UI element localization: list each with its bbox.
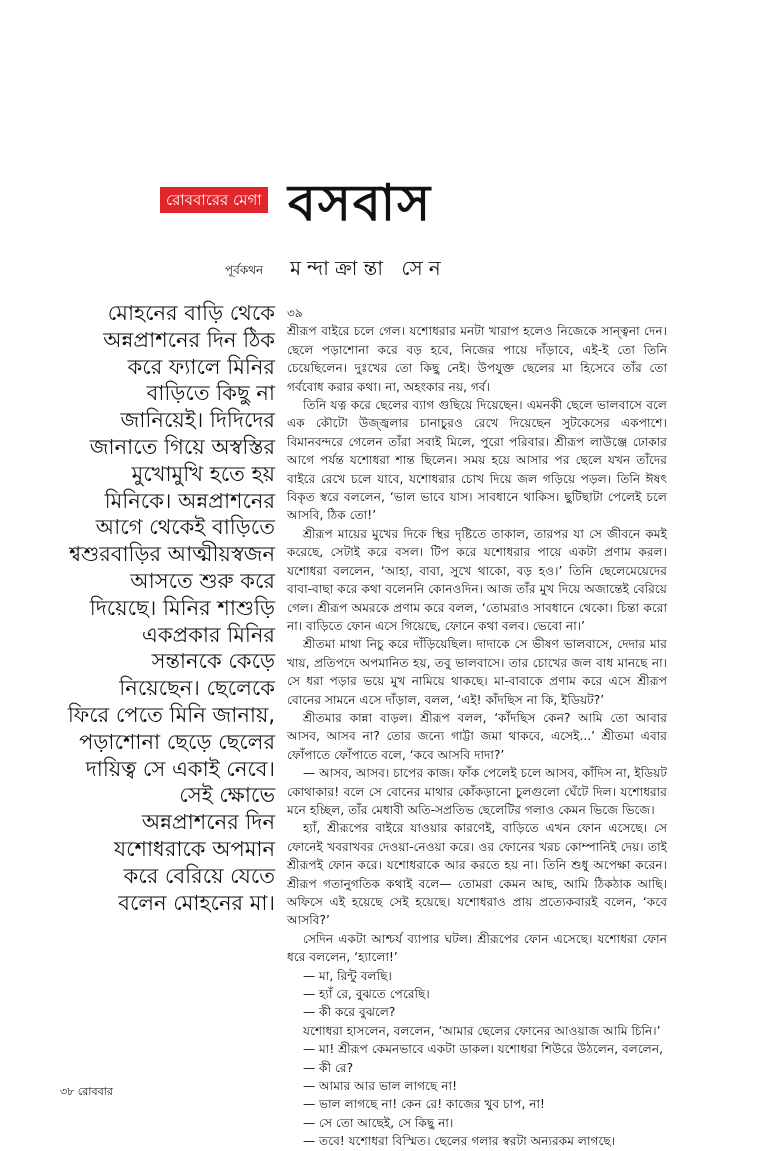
- body-paragraph: শ্রীতমা মাথা নিচু করে দাঁড়িয়েছিল। দাদাকে সে ভীষণ ভালবাসে, দেদার মার খায়, প্রতিপদে অপমানিত হয়, তবু ভালবাসে। তার চোখের জল বাধ মানছে না। সে ধরা পড়ার ভয়ে মুখ নামিয়ে থাকছে। মা-বাবাকে প্রণাম করে এসে শ্রীরূপ বোনের সামনে এসে দাঁড়াল, বলল, ‘এই! কাঁদছিস না কি, ইডিয়ট?’: [287, 637, 667, 707]
- body-paragraph: — তবে! যশোধরা বিস্মিত। ছেলের গলার স্বরটা অন্যরকম লাগছে।: [303, 1134, 616, 1149]
- section-tag: রোববারের মেগা: [160, 187, 268, 213]
- body-paragraph: — আমার আর ভাল লাগছে না!: [303, 1079, 457, 1094]
- body-paragraph: — সে তো আছেই, সে কিছু না।: [303, 1115, 454, 1130]
- body-paragraph: — কী রে?: [303, 1060, 354, 1075]
- pull-quote-line: মিনিকে। অন্নপ্রাশনের: [104, 488, 275, 513]
- pull-quote-line: পড়াশোনা ছেড়ে ছেলের: [79, 729, 275, 754]
- pull-quote-line: ফিরে পেতে মিনি জানায়,: [67, 702, 275, 727]
- body-paragraph: সেদিন একটা আশ্চর্য ব্যাপার ঘটল। শ্রীরূপের ফোন এসেছে। যশোধরা ফোন ধরে বললেন, ‘হ্যালো!’: [287, 931, 667, 965]
- body-paragraph: — কী করে বুঝলে?: [303, 1005, 396, 1020]
- author-name: মন্দাক্রান্তা সেন: [290, 256, 447, 280]
- body-paragraph: — মা! শ্রীরূপ কেমনভাবে একটা ডাকল। যশোধরা শিউরে উঠলেন, বললেন,: [303, 1042, 663, 1057]
- pull-quote-line: সন্তানকে কেড়ে: [151, 649, 275, 674]
- body-paragraph: — হ্যাঁ রে, বুঝতে পেরেছি।: [303, 987, 430, 1002]
- pull-quote-line: করে বেরিয়ে যেতে: [123, 863, 275, 888]
- pull-quote-line: করে ফ্যালে মিনির: [127, 354, 275, 379]
- previous-summary-label: পূর্বকথন: [225, 263, 264, 277]
- pull-quote-line: নিয়েছেন। ছেলেকে: [119, 676, 275, 701]
- pull-quote-line: সেই ক্ষোভে: [179, 783, 275, 808]
- pull-quote-line: জানিয়েই। দিদিদের: [120, 408, 275, 433]
- body-paragraph: — ভাল লাগছে না! কেন রে! কাজের খুব চাপ, না!: [303, 1097, 545, 1112]
- pull-quote-line: মোহনের বাড়ি থেকে: [107, 301, 275, 325]
- pull-quote-line: শ্বশুরবাড়ির আত্মীয়স্বজন: [69, 542, 275, 567]
- body-paragraph: — মা, রিন্টু বলছি।: [303, 968, 392, 983]
- pull-quote-line: দায়িত্ব সে একাই নেবে।: [85, 756, 275, 781]
- pull-quote-line: দিয়েছে। মিনির শাশুড়ি: [89, 595, 275, 620]
- pull-quote-line: বলেন মোহনের মা।: [118, 890, 275, 915]
- pull-quote-line: আসতে শুরু করে: [130, 568, 275, 593]
- body-paragraph: শ্রীরূপ মায়ের মুখের দিকে স্থির দৃষ্টিতে তাকাল, তারপর যা সে জীবনে কমই করেছে, সেটাই করে বসল। টিপ করে যশোধরার পায়ে একটা প্রণাম করল। যশোধরা বললেন, ‘আহা, বাবা, সুখে থাকো, বড় হও।’ তিনি ছেলেমেয়েদের বাবা-বাছা করে কথা বলেননি কোনওদিন। আজ তাঁর মুখ দিয়ে অজান্তেই বেরিয়ে গেল। শ্রীরূপ অমরকে প্রণাম করে বলল, ‘তোমরাও সাবধানে থেকো। চিন্তা করো না। বাড়িতে ফোন এসে গিয়েছে, ফোনে কথা বলব। ভেবো না।’: [287, 526, 667, 633]
- pull-quote-line: অন্নপ্রাশনের দিন ঠিক: [103, 327, 275, 352]
- pull-quote-line: আগে থেকেই বাড়িতে: [95, 515, 275, 540]
- body-paragraph: তিনি যত্ন করে ছেলের ব্যাগ গুছিয়ে দিয়েছেন। এমনকী ছেলে ভালবাসে বলে এক কৌটো উজ্জ্বলার চানাচুরও রেখে দিয়েছেন সুটকেসের একপাশে। বিমানবন্দরে গেলেন তাঁরা সবাই মিলে, পুরো পরিবার। শ্রীরূপ লাউঞ্জে ঢোকার আগে পর্যন্ত যশোধরা শান্ত ছিলেন। সময় হয়ে আসার পর ছেলে যখন তাঁদের বাইরে রেখে চলে যাবে, যশোধরার চোখ দিয়ে জল গড়িয়ে পড়ল। তিনি ঈষৎ বিকৃত স্বরে বললেন, ‘ভাল ভাবে যাস। সাবধানে থাকিস। ছুটিছাটা পেলেই চলে আসবি, ঠিক তো!’: [287, 398, 667, 523]
- story-title: বসবাস: [288, 174, 433, 232]
- pull-quote-line: জানাতে গিয়ে অস্বস্তির: [89, 434, 275, 459]
- chapter-number: ৩৯: [287, 306, 303, 320]
- body-paragraph: যশোধরা হাসলেন, বললেন, ‘আমার ছেলের ফোনের আওয়াজ আমি চিনি।’: [303, 1023, 661, 1038]
- summary-pull-quote: [60, 300, 275, 916]
- body-paragraph: হ্যাঁ, শ্রীরূপের বাইরে যাওয়ার কারণেই, বাড়িতে এখন ফোন এসেছে। সে ফোনেই খবরাখবর দেওয়া-নেওয়া করে। ওর ফোনের খরচ কোম্পানিই দেয়। তাই শ্রীরূপই ফোন করে। যশোধরাকে আর করতে হয় না। তিনি শুধু অপেক্ষা করেন। শ্রীরূপ গতানুগতিক কথাই বলে— তোমরা কেমন আছ, আমি ঠিকঠাক আছি। অফিসে এই হয়েছে সেই হয়েছে। যশোধরাও প্রায় প্রত্যেকবারই বলেন, ‘কবে আসবি?’: [287, 821, 667, 928]
- body-paragraph: শ্রীরূপ বাইরে চলে গেল। যশোধরার মনটা খারাপ হলেও নিজেকে সান্ত্বনা দেন। ছেলে পড়াশোনা করে বড় হবে, নিজের পায়ে দাঁড়াবে, এই-ই তো তিনি চেয়েছিলেন। দুঃখের তো কিছু নেই। উপযুক্ত ছেলের মা হিসেবে তাঁর তো গর্ববোধ করার কথা। না, অহংকার নয়, গর্ব।: [287, 324, 667, 394]
- pull-quote-line: একপ্রকার মিনির: [141, 622, 275, 647]
- body-paragraph: শ্রীতমার কান্না বাড়ল। শ্রীরূপ বলল, ‘কাঁদছিস কেন? আমি তো আবার আসব, আসব না? তোর জন্যে গাট্টা জমা থাকবে, এসেই...’ শ্রীতমা এবার ফোঁপাতে ফোঁপাতে বলে, ‘কবে আসবি দাদা?’: [287, 710, 667, 762]
- pull-quote-line: বাড়িতে কিছু না: [146, 381, 275, 406]
- body-paragraph: — আসব, আসব। চাপের কাজ। ফাঁক পেলেই চলে আসব, কাঁদিস না, ইডিয়ট কোথাকার! বলে সে বোনের মাথার কোঁকড়ানো চুলগুলো ঘেঁটে দিল। যশোধরার মনে হচ্ছিল, তাঁর মেধাবী অতি-সপ্রতিভ ছেলেটির গলাও কেমন ভিজে ভিজে।: [287, 766, 667, 817]
- story-body: [287, 304, 667, 1151]
- page-footer: ৩৮ রোববার: [60, 1085, 113, 1098]
- pull-quote-line: অন্নপ্রাশনের দিন: [141, 810, 275, 835]
- pull-quote-line: যশোধরাকে অপমান: [114, 836, 275, 861]
- pull-quote-line: মুখোমুখি হতে হয়: [131, 461, 275, 486]
